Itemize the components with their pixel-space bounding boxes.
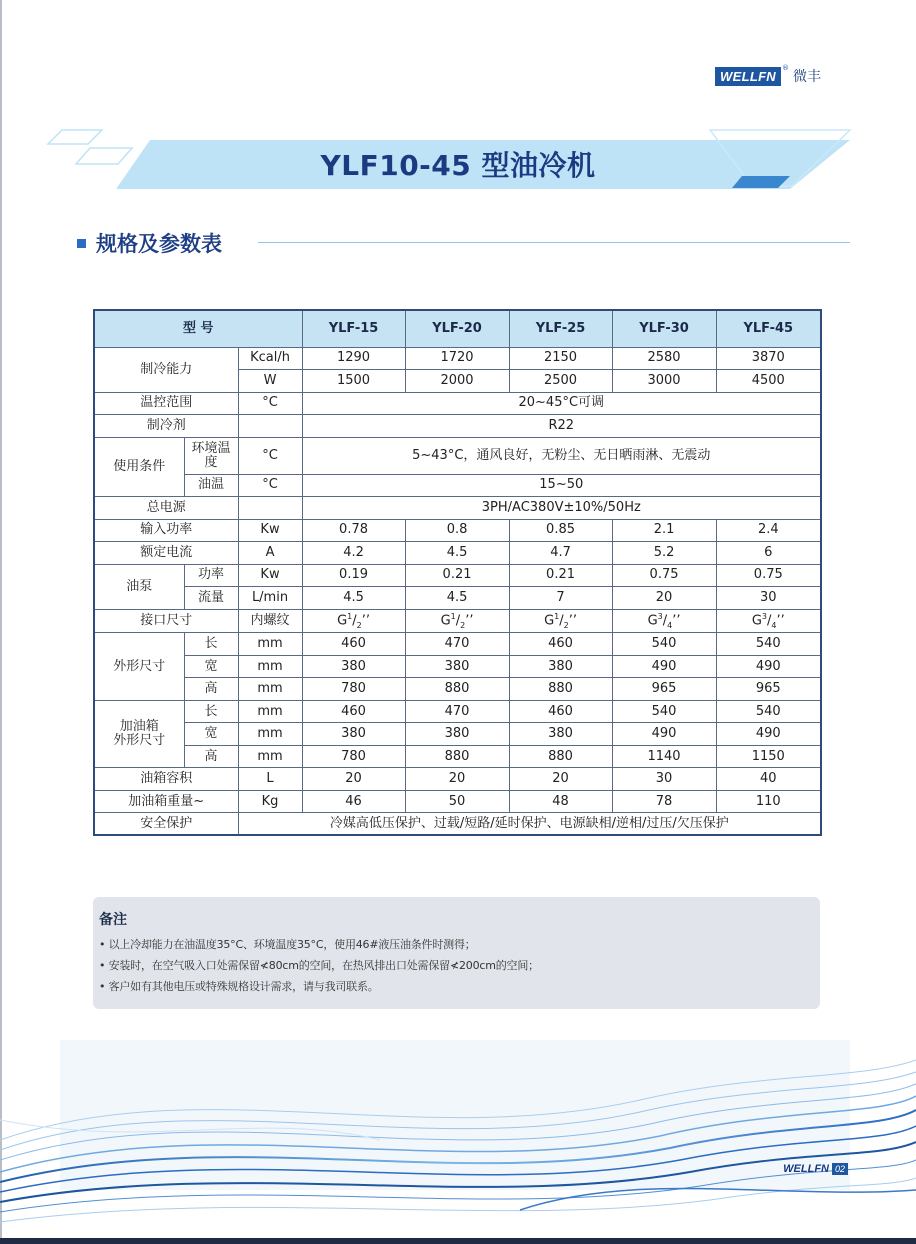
port-size-cell: $G^1/_2$’’: [405, 609, 509, 633]
value-cell: 78: [612, 790, 716, 813]
row-label: 加油箱 外形尺寸: [94, 700, 184, 768]
value-cell: 0.8: [405, 519, 509, 542]
unit-cell: A: [238, 542, 302, 565]
value-cell: 4.2: [302, 542, 405, 565]
row-label: 油箱容积: [94, 768, 238, 791]
value-cell: 460: [302, 633, 405, 656]
unit-cell: mm: [238, 745, 302, 768]
merged-value-cell: 5~43°C，通风良好，无粉尘、无日晒雨淋、无震动: [302, 437, 821, 474]
sub-label: 油温: [184, 474, 238, 497]
unit-cell: mm: [238, 678, 302, 701]
value-cell: 880: [405, 678, 509, 701]
merged-value-cell: 3PH/AC380V±10%/50Hz: [302, 497, 821, 520]
notes-title: 备注: [99, 912, 127, 928]
value-cell: 780: [302, 678, 405, 701]
value-cell: 540: [716, 633, 821, 656]
value-cell: 0.85: [509, 519, 612, 542]
sub-label: 流量: [184, 587, 238, 610]
registered-mark: ®: [782, 64, 789, 72]
row-label: 油泵: [94, 564, 184, 609]
row-label: 总电源: [94, 497, 238, 520]
table-row: [94, 347, 821, 370]
section-heading: [77, 228, 222, 258]
table-row: [94, 587, 821, 610]
row-label: 制冷剂: [94, 415, 238, 438]
merged-value-cell: R22: [302, 415, 821, 438]
value-cell: 460: [509, 700, 612, 723]
value-cell: 4.5: [405, 587, 509, 610]
value-cell: 880: [405, 745, 509, 768]
decorative-waves: [0, 1000, 916, 1238]
value-cell: 1140: [612, 745, 716, 768]
value-cell: 470: [405, 700, 509, 723]
value-cell: 490: [716, 655, 821, 678]
model-name: YLF-25: [509, 310, 612, 347]
value-cell: 2580: [612, 347, 716, 370]
unit-cell: mm: [238, 723, 302, 746]
merged-value-cell: 15~50: [302, 474, 821, 497]
port-size-cell: $G^3/_4$’’: [716, 609, 821, 633]
value-cell: 0.78: [302, 519, 405, 542]
table-row: [94, 768, 821, 791]
table-header-row: [94, 310, 821, 347]
sub-label: 宽: [184, 723, 238, 746]
value-cell: 1290: [302, 347, 405, 370]
value-cell: 110: [716, 790, 821, 813]
value-cell: 30: [612, 768, 716, 791]
value-cell: 380: [405, 655, 509, 678]
value-cell: 780: [302, 745, 405, 768]
port-size-cell: $G^1/_2$’’: [302, 609, 405, 633]
value-cell: 20: [509, 768, 612, 791]
value-cell: 380: [302, 723, 405, 746]
table-row: [94, 542, 821, 565]
table-row: [94, 678, 821, 701]
value-cell: 20: [302, 768, 405, 791]
unit-cell: Kg: [238, 790, 302, 813]
unit-cell: mm: [238, 655, 302, 678]
note-item: • 安装时，在空气吸入口处需保留≮80cm的空间，在热风排出口处需保留≮200cm的空间；: [99, 959, 539, 972]
value-cell: 2000: [405, 370, 509, 393]
value-cell: 380: [509, 655, 612, 678]
value-cell: 540: [716, 700, 821, 723]
value-cell: 0.19: [302, 564, 405, 587]
value-cell: 4.7: [509, 542, 612, 565]
row-label: 额定电流: [94, 542, 238, 565]
value-cell: 1720: [405, 347, 509, 370]
note-item: • 以上冷却能力在油温度35°C、环境温度35°C，使用46#液压油条件时测得；: [99, 938, 476, 951]
unit-cell: Kcal/h: [238, 347, 302, 370]
unit-cell: mm: [238, 633, 302, 656]
page-number: 02: [832, 1163, 848, 1175]
value-cell: 40: [716, 768, 821, 791]
merged-value-cell: 冷媒高低压保护、过载/短路/延时保护、电源缺相/逆相/过压/欠压保护: [238, 813, 821, 836]
value-cell: 20: [405, 768, 509, 791]
row-label: 温控范围: [94, 392, 238, 415]
unit-cell: [238, 497, 302, 520]
unit-cell: W: [238, 370, 302, 393]
value-cell: 460: [509, 633, 612, 656]
table-row: [94, 519, 821, 542]
unit-cell: °C: [238, 474, 302, 497]
row-label: 加油箱重量~: [94, 790, 238, 813]
row-label: 使用条件: [94, 437, 184, 497]
sub-label: 高: [184, 745, 238, 768]
value-cell: 490: [716, 723, 821, 746]
value-cell: 2.4: [716, 519, 821, 542]
brand-logo-text: WELLFN: [715, 67, 781, 86]
table-row: [94, 813, 821, 836]
value-cell: 540: [612, 700, 716, 723]
value-cell: 4500: [716, 370, 821, 393]
value-cell: 6: [716, 542, 821, 565]
value-cell: 965: [612, 678, 716, 701]
sub-label: 高: [184, 678, 238, 701]
value-cell: 965: [716, 678, 821, 701]
value-cell: 50: [405, 790, 509, 813]
unit-cell: Kw: [238, 564, 302, 587]
port-size-cell: $G^1/_2$’’: [509, 609, 612, 633]
port-size-cell: $G^3/_4$’’: [612, 609, 716, 633]
unit-cell: L/min: [238, 587, 302, 610]
table-row: [94, 392, 821, 415]
page-bottom-edge: [0, 1238, 916, 1244]
model-name: YLF-30: [612, 310, 716, 347]
table-row: [94, 609, 821, 633]
note-item: • 客户如有其他电压或特殊规格设计需求，请与我司联系。: [99, 980, 379, 993]
footer-brand-text: WELLFN: [783, 1163, 829, 1175]
value-cell: 3000: [612, 370, 716, 393]
merged-value-cell: 20~45°C可调: [302, 392, 821, 415]
section-title: 规格及参数表: [96, 232, 222, 256]
value-cell: 490: [612, 723, 716, 746]
value-cell: 48: [509, 790, 612, 813]
row-label: 安全保护: [94, 813, 238, 836]
sub-label: 功率: [184, 564, 238, 587]
unit-cell: L: [238, 768, 302, 791]
table-row: [94, 745, 821, 768]
value-cell: 46: [302, 790, 405, 813]
value-cell: 20: [612, 587, 716, 610]
square-bullet-icon: [77, 239, 86, 248]
unit-cell: 内螺纹: [238, 609, 302, 633]
value-cell: 380: [509, 723, 612, 746]
unit-cell: Kw: [238, 519, 302, 542]
model-name: YLF-20: [405, 310, 509, 347]
row-label: 外形尺寸: [94, 633, 184, 701]
unit-cell: mm: [238, 700, 302, 723]
table-row: [94, 564, 821, 587]
unit-cell: [238, 415, 302, 438]
value-cell: 0.75: [612, 564, 716, 587]
page-title: YLF10-45 型油冷机: [320, 149, 596, 182]
value-cell: 460: [302, 700, 405, 723]
value-cell: 1500: [302, 370, 405, 393]
section-divider: [258, 242, 850, 243]
table-row: [94, 790, 821, 813]
value-cell: 1150: [716, 745, 821, 768]
sub-label: 长: [184, 633, 238, 656]
table-row: [94, 474, 821, 497]
value-cell: 2150: [509, 347, 612, 370]
footer-brand: [783, 1163, 848, 1175]
value-cell: 490: [612, 655, 716, 678]
table-row: [94, 700, 821, 723]
table-row: [94, 415, 821, 438]
value-cell: 30: [716, 587, 821, 610]
brand-cn-name: 微丰: [793, 69, 821, 85]
value-cell: 470: [405, 633, 509, 656]
brand-logo: [715, 66, 821, 86]
value-cell: 0.75: [716, 564, 821, 587]
value-cell: 7: [509, 587, 612, 610]
table-row: [94, 723, 821, 746]
row-label: 输入功率: [94, 519, 238, 542]
unit-cell: °C: [238, 392, 302, 415]
table-row: [94, 655, 821, 678]
row-label: 接口尺寸: [94, 609, 238, 633]
unit-cell: °C: [238, 437, 302, 474]
table-row: [94, 437, 821, 474]
value-cell: 2.1: [612, 519, 716, 542]
value-cell: 0.21: [405, 564, 509, 587]
value-cell: 2500: [509, 370, 612, 393]
value-cell: 4.5: [405, 542, 509, 565]
value-cell: 380: [302, 655, 405, 678]
sub-label: 宽: [184, 655, 238, 678]
value-cell: 540: [612, 633, 716, 656]
value-cell: 3870: [716, 347, 821, 370]
sub-label: 长: [184, 700, 238, 723]
table-row: [94, 633, 821, 656]
model-name: YLF-15: [302, 310, 405, 347]
table-row: [94, 497, 821, 520]
notes-box: [93, 897, 820, 1009]
value-cell: 5.2: [612, 542, 716, 565]
sub-label: 环境温度: [184, 437, 238, 474]
model-header: 型 号: [94, 310, 302, 347]
spec-table: [93, 309, 822, 836]
model-name: YLF-45: [716, 310, 821, 347]
value-cell: 0.21: [509, 564, 612, 587]
value-cell: 4.5: [302, 587, 405, 610]
value-cell: 880: [509, 745, 612, 768]
row-label: 制冷能力: [94, 347, 238, 392]
value-cell: 380: [405, 723, 509, 746]
value-cell: 880: [509, 678, 612, 701]
